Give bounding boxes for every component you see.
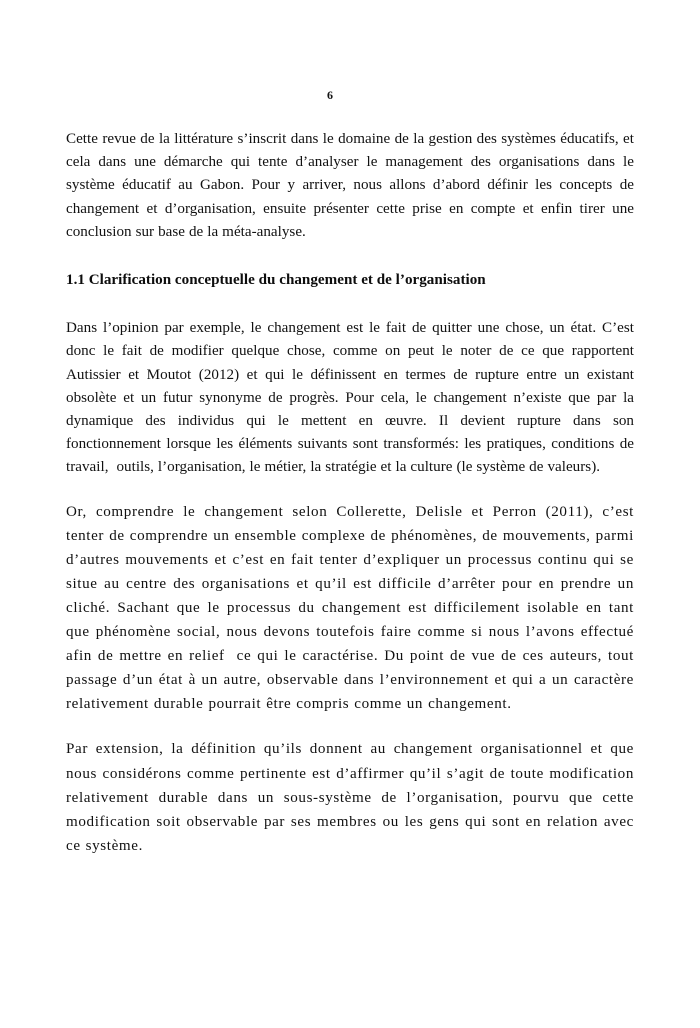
section-heading-1-1: 1.1 Clarification conceptuelle du changement et de l’organisation [66,272,486,289]
spacer [66,716,634,737]
spacer [66,480,634,500]
paragraph-definition-changement: Dans l’opinion par exemple, le changement est le fait de quitter une chose, un état. C’est donc le fait de modifier quelque chose, comme on peut le noter de ce que rapportent Autissier et Moutot (2012) et qui le définissent en termes de rupture entre un existant obsolète et un futur synonyme de progrès. Pour cela, le changement n’existe que par la dynamique des individus qui le mettent en œuvre. Il devient rupture dans son fonctionnement lorsque les éléments suivants sont transformés: les pratiques, conditions de travail, outils, l’organisation, le métier, la stratégie et la culture (le système de valeurs). [66,320,638,476]
paragraph-changement-organisationnel: Par extension, la définition qu’ils donnent au changement organisationnel et que nous considérons comme pertinente est d’affirmer qu’il s’agit de toute modification relativement durable dans un sous-système de l’organisation, pourvu que cette modification soit observable par ses membres ou les gens qui sont en relation avec ce système. [66,741,639,854]
page-number: 6 [327,88,333,102]
spacer [66,292,634,317]
paragraph-intro: Cette revue de la littérature s’inscrit dans le domaine de la gestion des systèmes éducatifs, et cela dans une démarche qui tente d’analyser le management des organisations dans le système éducatif au Gabon. Pour y arriver, nous allons d’abord définir les concepts de changement et d’organisation, ensuite présenter cette prise en compte et enfin tirer une conclusion sur base de la méta-analyse. [66,131,638,240]
page-number-header [0,88,700,103]
text-column [66,128,639,858]
paragraph-collerette: Or, comprendre le changement selon Collerette, Delisle et Perron (2011), c’est tenter de comprendre un ensemble complexe de phénomènes, de mouvements, parmi d’autres mouvements et c’est en fait tenter d’expliquer un processus continu qui se situe au centre des organisations et qu’il est difficile d’arrêter pour en prendre un cliché. Sachant que le processus du changement est difficilement isolable en tant que phénomène social, nous devons toutefois faire comme si nous l’avons effectué afin de mettre en relief ce qui le caractérise. Du point de vue de ces auteurs, tout passage d’un état à un autre, observable dans l’environnement et qui a un caractère relativement durable pourrait être compris comme un changement. [66,503,639,713]
spacer [66,244,634,269]
